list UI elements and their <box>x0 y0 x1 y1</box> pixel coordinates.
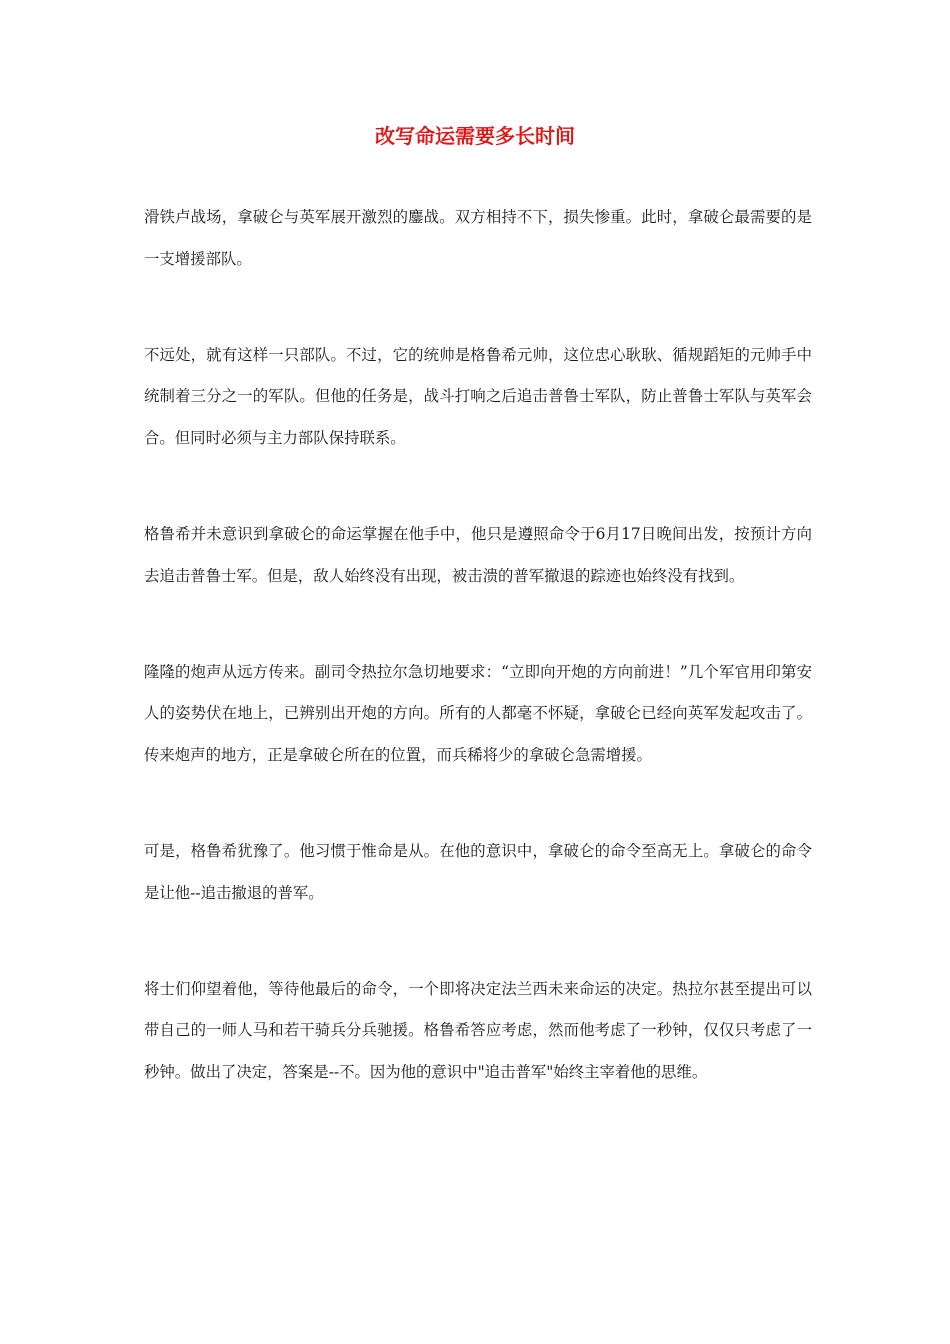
paragraph-1: 滑铁卢战场，拿破仑与英军展开激烈的鏖战。双方相持不下，损失惨重。此时，拿破仑最需要的是一支增援部队。 <box>144 208 812 268</box>
paragraph-3: 格鲁希并未意识到拿破仑的命运掌握在他手中，他只是遵照命令于6月17日晚间出发，按预计方向去追击普鲁士军。但是，敌人始终没有出现，被击溃的普军撤退的踪迹也始终没有找到。 <box>144 524 812 585</box>
paragraph-4: 隆隆的炮声从远方传来。副司令热拉尔急切地要求：“立即向开炮的方向前进！”几个军官用印第安人的姿势伏在地上，已辨别出开炮的方向。所有的人都毫不怀疑，拿破仑已经向英军发起攻击了。传来炮声的地方，正是拿破仑所在的位置，而兵稀将少的拿破仑急需增援。 <box>144 662 812 765</box>
paragraph-5: 可是，格鲁希犹豫了。他习惯于惟命是从。在他的意识中，拿破仑的命令至高无上。拿破仑的命令是让他--追击撤退的普军。 <box>144 841 812 902</box>
paragraph-6: 将士们仰望着他，等待他最后的命令，一个即将决定法兰西未来命运的决定。热拉尔甚至提出可以带自己的一师人马和若干骑兵分兵驰援。格鲁希答应考虑，然而他考虑了一秒钟，仅仅只考虑了一秒钟。做出了决定，答案是--不。因为他的意识中"追击普军"始终主宰着他的思维。 <box>144 979 812 1082</box>
paragraph-2: 不远处，就有这样一只部队。不过，它的统帅是格鲁希元帅，这位忠心耿耿、循规蹈矩的元帅手中统制着三分之一的军队。但他的任务是，战斗打响之后追击普鲁士军队，防止普鲁士军队与英军会合。但同时必须与主力部队保持联系。 <box>144 345 812 448</box>
document-body <box>144 197 812 1148</box>
document-title: 改写命运需要多长时间 <box>375 124 575 148</box>
